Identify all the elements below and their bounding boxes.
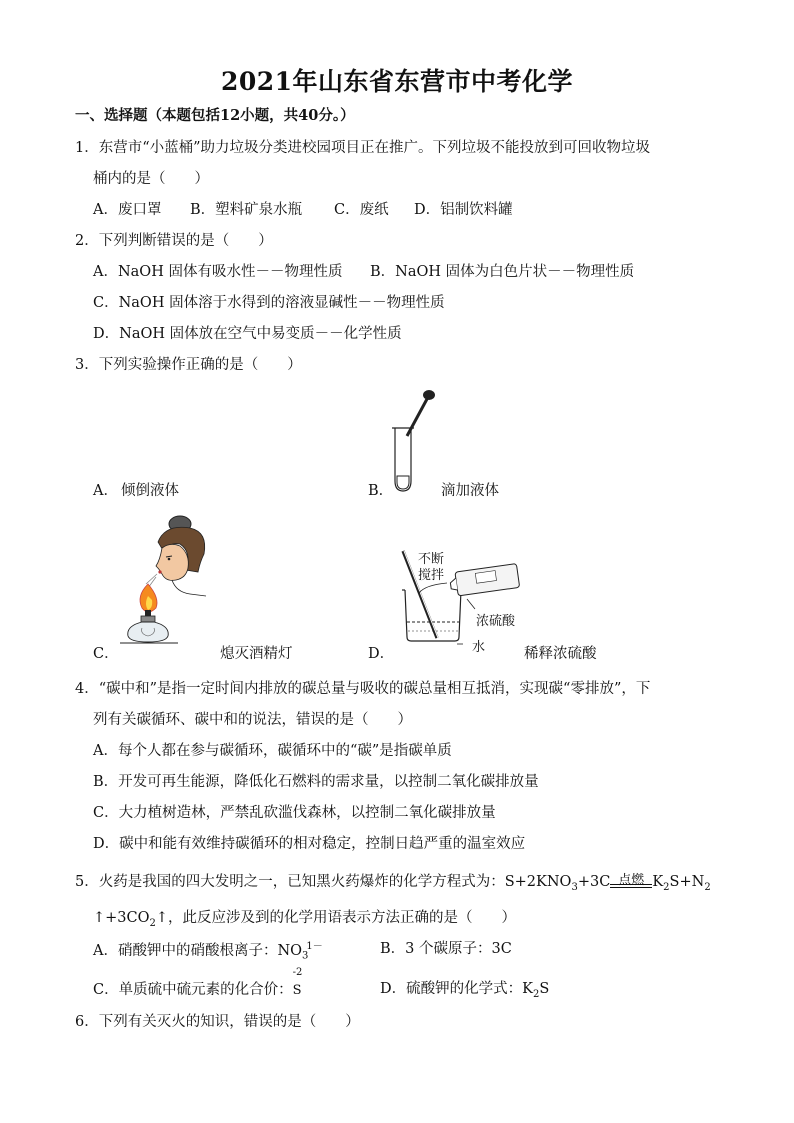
- q5-option-a: [93, 937, 323, 962]
- q3-option-b-letter: B．: [368, 483, 394, 499]
- q5-option-d-sub: 2: [532, 988, 540, 1000]
- q3-option-d-letter: D．: [368, 646, 395, 662]
- q5-option-c-elem: S: [292, 983, 302, 998]
- q5-stem2b: ↑，此反应涉及到的化学用语表示方法正确的是（ ）: [155, 910, 517, 926]
- q1-option-d: D．铝制饮料罐: [414, 202, 513, 218]
- q4-option-a: A．每个人都在参与碳循环，碳循环中的“碳”是指碳单质: [93, 743, 452, 759]
- dropper-test-tube-figure: [385, 388, 445, 493]
- q2-option-c: C．NaOH 固体溶于水得到的溶液显碱性－－物理性质: [93, 295, 445, 311]
- q5-stem-line1: [75, 870, 711, 893]
- q5-option-d-text: D．硫酸钾的化学式：K: [380, 981, 533, 997]
- page-title: 2021年山东省东营市中考化学: [220, 67, 574, 96]
- q5-option-c-valence-num: -2: [292, 967, 303, 978]
- q6-stem: 6．下列有关灭火的知识，错误的是（ ）: [75, 1014, 360, 1030]
- q1-option-c: C．废纸: [334, 202, 389, 218]
- q3-option-d-text: 稀释浓硫酸: [524, 646, 597, 662]
- stir-label-line1: 不断: [418, 552, 445, 567]
- q4-option-d: D．碳中和能有效维持碳循环的相对稳定，控制日趋严重的温室效应: [93, 836, 526, 852]
- q4-option-b: B．开发可再生能源，降低化石燃料的需求量，以控制二氧化碳排放量: [93, 774, 539, 790]
- q3-stem: 3．下列实验操作正确的是（ ）: [75, 357, 302, 373]
- q5-option-a-sup: 1－: [306, 941, 323, 952]
- q5-option-c-valence: [292, 967, 307, 998]
- q5-eq-plus: +3C: [577, 874, 611, 890]
- q5-option-d: [380, 977, 549, 1000]
- q5-eq-condition-text: 点燃: [618, 872, 645, 888]
- q1-option-a: A．废口罩: [93, 202, 162, 218]
- q5-eq-k: K: [652, 874, 664, 890]
- q2-stem: 2．下列判断错误的是（ ）: [75, 233, 273, 249]
- q5-eq-sub3: 3: [571, 881, 578, 893]
- q1-stem-line2: 桶内的是（ ）: [93, 171, 209, 187]
- q3-option-a-text: 倾倒液体: [121, 483, 179, 499]
- q5-option-a-text: A．硝酸钾中的硝酸根离子：NO: [93, 942, 303, 959]
- q5-option-c-text: C．单质硫中硫元素的化合价：: [93, 982, 293, 998]
- q3-option-c-text: 熄灭酒精灯: [220, 646, 293, 662]
- water-label: 水: [472, 640, 486, 655]
- alcohol-lamp-figure: [120, 512, 230, 652]
- q5-stem2-sub: 2: [149, 917, 156, 929]
- q4-stem-line2: 列有关碳循环、碳中和的说法，错误的是（ ）: [93, 712, 412, 728]
- q3-option-b-text: 滴加液体: [441, 483, 499, 499]
- q4-stem-line1: 4．“碳中和”是指一定时间内排放的碳总量与吸收的碳总量相互抵消，实现碳“零排放”，下: [75, 681, 651, 697]
- q5-eq-condition: [610, 872, 652, 893]
- q3-option-c-letter: C．: [93, 646, 119, 662]
- dilution-figure: [395, 545, 525, 645]
- q5-stem-text: 5．火药是我国的四大发明之一，已知黑火药爆炸的化学方程式为：S+2KNO: [75, 874, 572, 890]
- q2-option-a: A．NaOH 固体有吸水性－－物理性质: [93, 264, 343, 280]
- q5-eq-sub2: 2: [663, 881, 670, 893]
- q5-option-c: [93, 967, 307, 999]
- q5-option-b: B．3 个碳原子：3C: [380, 941, 512, 957]
- q5-option-d-tail: S: [539, 981, 550, 997]
- acid-label: 浓硫酸: [476, 614, 516, 629]
- q2-option-b: B．NaOH 固体为白色片状－－物理性质: [370, 264, 635, 280]
- q4-option-c: C．大力植树造林，严禁乱砍滥伐森林，以控制二氧化碳排放量: [93, 805, 496, 821]
- q5-eq-sub2b: 2: [704, 881, 711, 893]
- q5-option-a-sub: 3: [302, 950, 309, 962]
- q1-option-b: B．塑料矿泉水瓶: [190, 202, 303, 218]
- q5-stem2a: ↑+3CO: [93, 910, 150, 926]
- q1-stem-line1: 1．东营市“小蓝桶”助力垃圾分类进校园项目正在推广。下列垃圾不能投放到可回收物垃圾: [75, 140, 651, 156]
- q2-option-d: D．NaOH 固体放在空气中易变质－－化学性质: [93, 326, 402, 342]
- q3-option-a-letter: A．: [93, 483, 118, 499]
- section-heading: 一、选择题（本题包括12小题，共40分。）: [75, 107, 355, 124]
- q5-eq-s-n: S+N: [669, 874, 705, 890]
- q5-stem-line2: [93, 906, 516, 929]
- stir-label-line2: 搅拌: [418, 568, 445, 583]
